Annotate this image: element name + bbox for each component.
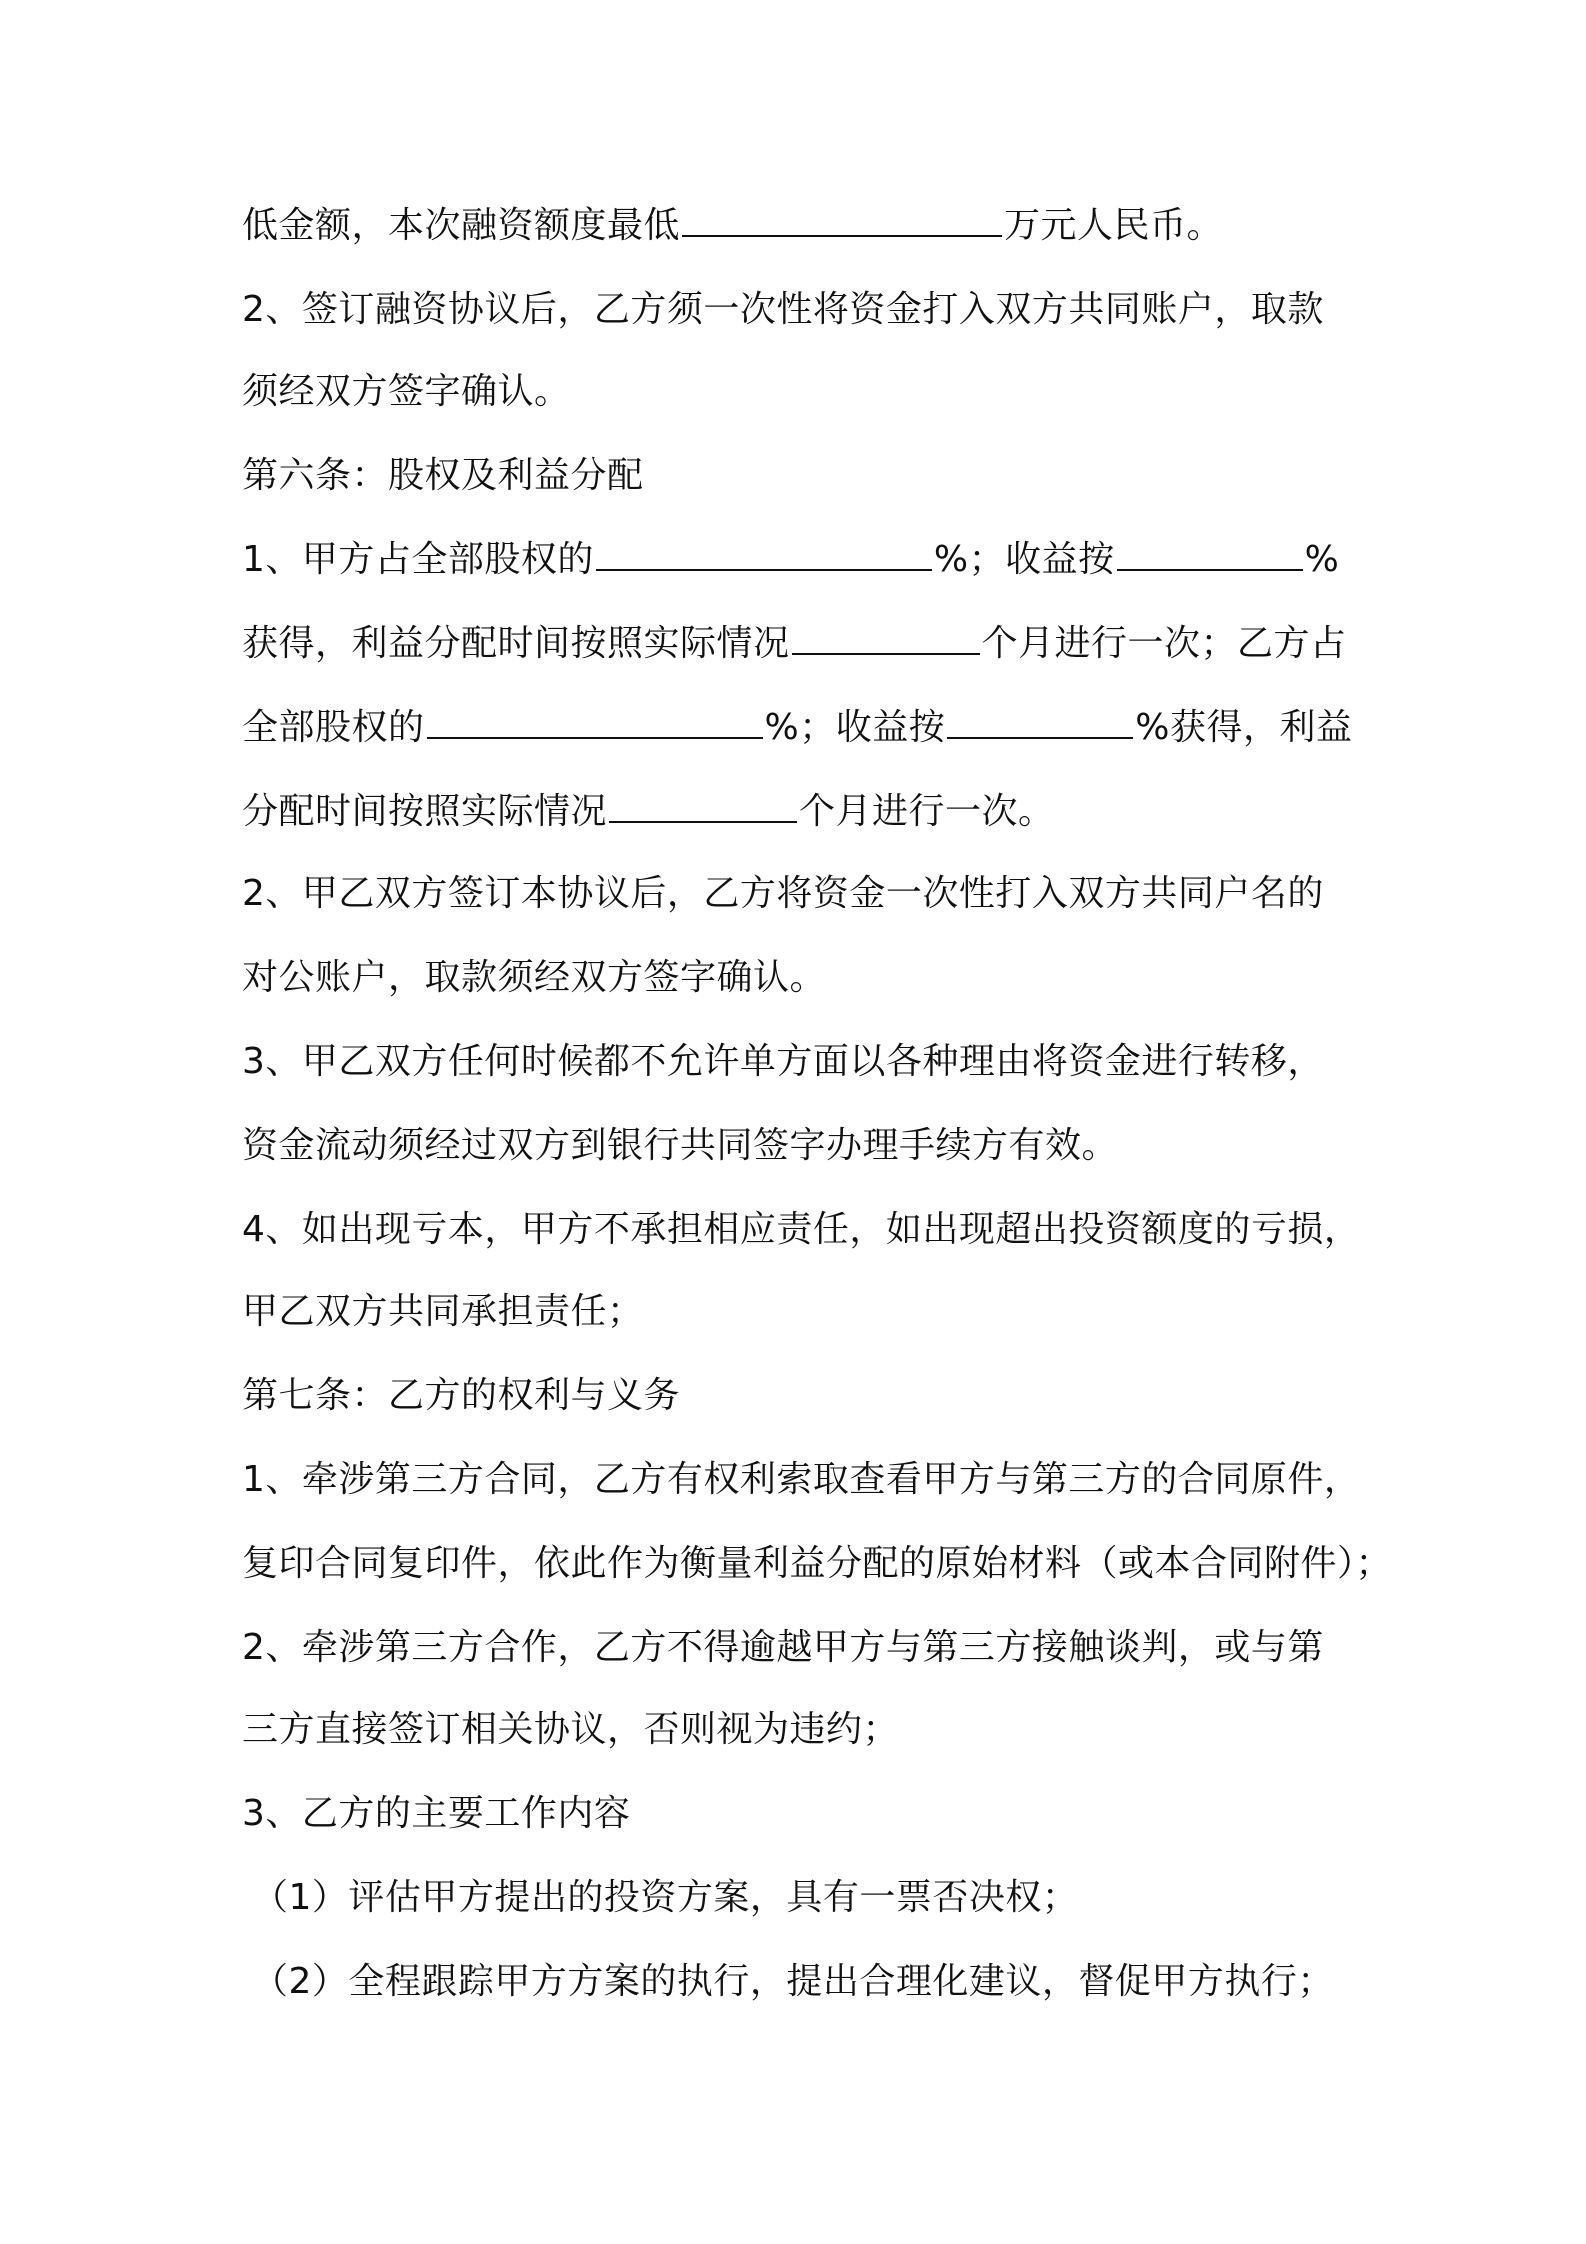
text-line: 4、如出现亏本，甲方不承担相应责任，如出现超出投资额度的亏损， bbox=[242, 1209, 1361, 1250]
text-line bbox=[242, 622, 1347, 666]
section-heading: 第六条：股权及利益分配 bbox=[242, 455, 644, 496]
line-text: 分配时间按照实际情况 bbox=[242, 791, 608, 832]
text-line bbox=[242, 204, 1223, 248]
fill-blank bbox=[596, 539, 932, 571]
list-item: （1）评估甲方提出的投资方案，具有一票否决权； bbox=[252, 1877, 1079, 1918]
fill-blank bbox=[427, 707, 763, 739]
fill-blank bbox=[792, 623, 980, 655]
text-line: 2、签订融资协议后，乙方须一次性将资金打入双方共同账户，取款 bbox=[242, 289, 1324, 330]
line-text: 1、甲方占全部股权的 bbox=[242, 539, 594, 580]
text-line: 2、牵涉第三方合作，乙方不得逾越甲方与第三方接触谈判，或与第 bbox=[242, 1627, 1324, 1668]
line-text: %；收益按 bbox=[933, 539, 1115, 580]
line-text: 低金额，本次融资额度最低 bbox=[242, 205, 681, 246]
text-line bbox=[242, 538, 1339, 582]
text-line: 3、乙方的主要工作内容 bbox=[242, 1793, 631, 1834]
line-text: 个月进行一次；乙方占 bbox=[981, 623, 1347, 664]
text-line bbox=[242, 706, 1352, 750]
text-line: 3、甲乙双方任何时候都不允许单方面以各种理由将资金进行转移， bbox=[242, 1041, 1324, 1082]
line-text: %获得，利益 bbox=[1135, 707, 1353, 748]
fill-blank bbox=[1117, 539, 1303, 571]
list-item: （2）全程跟踪甲方方案的执行，提出合理化建议，督促甲方执行； bbox=[252, 1961, 1334, 2002]
text-line: 甲乙双方共同承担责任； bbox=[242, 1291, 644, 1332]
text-line bbox=[242, 790, 1055, 834]
text-line: 三方直接签订相关协议，否则视为违约； bbox=[242, 1709, 900, 1750]
section-heading: 第七条：乙方的权利与义务 bbox=[242, 1375, 681, 1416]
text-line: 复印合同复印件，依此作为衡量利益分配的原始材料（或本合同附件）； bbox=[242, 1543, 1393, 1584]
fill-blank bbox=[947, 707, 1133, 739]
text-line: 对公账户，取款须经双方签字确认。 bbox=[242, 957, 827, 998]
text-line: 1、牵涉第三方合同，乙方有权利索取查看甲方与第三方的合同原件， bbox=[242, 1459, 1361, 1500]
fill-blank bbox=[682, 205, 1002, 237]
line-text: 个月进行一次。 bbox=[799, 791, 1055, 832]
line-text: %；收益按 bbox=[764, 707, 946, 748]
line-text: % bbox=[1304, 539, 1340, 580]
line-text: 万元人民币。 bbox=[1004, 205, 1224, 246]
line-text: 获得，利益分配时间按照实际情况 bbox=[242, 623, 790, 664]
text-line: 2、甲乙双方签订本协议后，乙方将资金一次性打入双方共同户名的 bbox=[242, 873, 1324, 914]
text-line: 须经双方签字确认。 bbox=[242, 371, 571, 412]
text-line: 资金流动须经过双方到银行共同签字办理手续方有效。 bbox=[242, 1125, 1119, 1166]
line-text: 全部股权的 bbox=[242, 707, 425, 748]
fill-blank bbox=[609, 791, 797, 823]
